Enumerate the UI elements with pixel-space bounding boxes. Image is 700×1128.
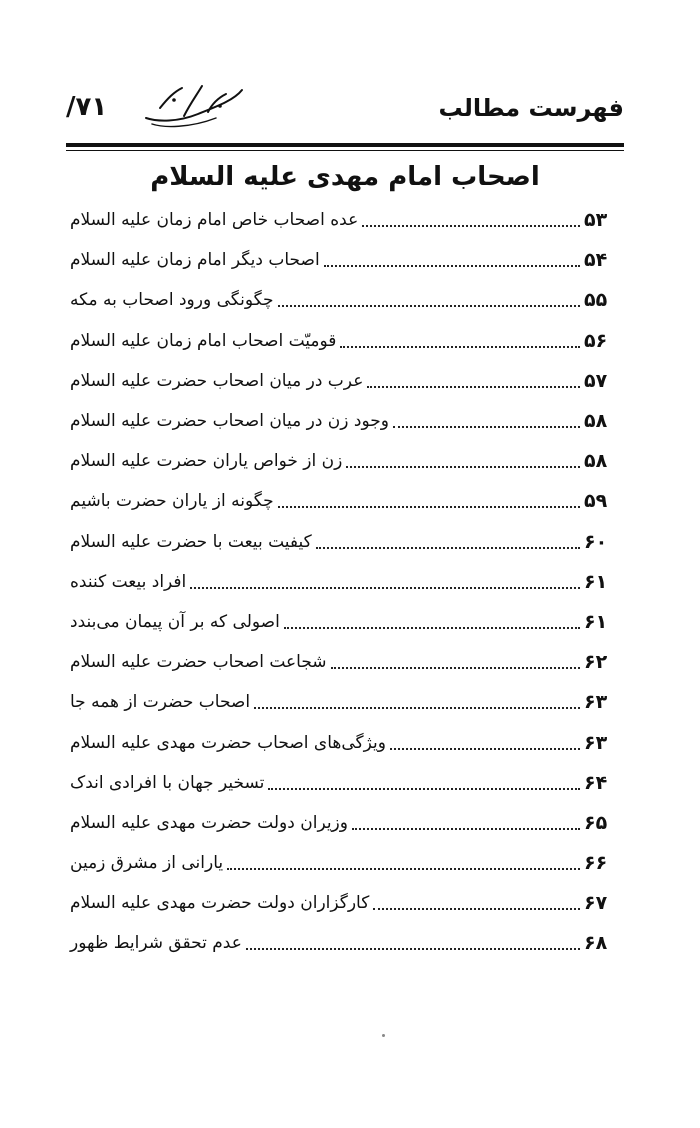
toc-entry [66,280,618,320]
toc-entry-title: شجاعت اصحاب حضرت عليه السلام [70,652,327,673]
toc-entry-title: اصحاب دیگر امام زمان عليه السلام [70,250,320,271]
toc-entry-page: ۶۰ [584,530,608,553]
toc-entry [66,240,618,280]
toc-entry-title: وزیران دولت حضرت مهدی عليه السلام [70,812,348,833]
toc-entry-page: ۵۹ [584,490,608,513]
toc-entry [66,763,618,803]
toc-entry-title: کارگزاران دولت حضرت مهدی عليه السلام [70,893,370,914]
toc-entry-page: ۶۱ [584,610,608,633]
dot-leader [227,868,580,870]
dot-leader [331,667,580,669]
toc-entry [66,803,618,843]
toc-entry [66,883,618,923]
toc-entry-page: ۵۶ [584,329,608,352]
dot-leader [324,265,580,267]
toc-entry-title: یارانی از مشرق زمین [70,853,224,874]
header-title: فهرست مطالب [438,94,624,122]
toc-entry-title: قومیّت اصحاب امام زمان عليه السلام [70,330,337,351]
toc-entry-page: ۵۵ [584,289,608,312]
dot-leader [352,828,580,830]
toc-entry-page: ۵۴ [584,249,608,272]
toc-entry-title: عدم تحقق شرایط ظهور [70,933,242,954]
dot-leader [340,346,580,348]
header-rule-thick [66,143,624,147]
dot-leader [373,908,580,910]
toc-entry-page: ۶۱ [584,570,608,593]
page-header [66,92,624,132]
toc-entry [66,682,618,722]
dot-leader [362,225,580,227]
dot-leader [278,305,580,307]
toc-entry-page: ۶۲ [584,651,608,674]
toc-entry-page: ۶۳ [584,691,608,714]
toc-entry-page: ۶۶ [584,852,608,875]
dot-leader [390,748,580,750]
toc-entry-title: چگونه از یاران حضرت باشیم [70,491,274,512]
toc-entry-page: ۵۷ [584,369,608,392]
dot-leader [190,587,580,589]
dot-leader [316,547,580,549]
toc-entry [66,602,618,642]
toc-entry-page: ۶۵ [584,811,608,834]
toc-entry-page: ۶۸ [584,932,608,955]
toc-entry-page: ۶۴ [584,771,608,794]
dot-leader [284,627,580,629]
dot-leader [278,506,580,508]
toc-entry-page: ۶۷ [584,892,608,915]
dot-leader [346,466,580,468]
calligraphy-logo-icon [138,78,248,134]
toc-entry [66,441,618,481]
toc-entry [66,843,618,883]
toc-entry [66,321,618,361]
header-page-number: /۷۱ [66,92,108,122]
toc-entry-title: افراد بیعت کننده [70,571,187,592]
toc-entry-title: عرب در میان اصحاب حضرت عليه السلام [70,370,364,391]
toc-entry-title: کیفیت بیعت با حضرت عليه السلام [70,531,312,552]
dot-leader [367,386,580,388]
page-speck [382,1034,385,1037]
toc-entry [66,923,618,963]
dot-leader [254,707,580,709]
toc-entry [66,562,618,602]
toc-entry-title: اصحاب حضرت از همه جا [70,692,251,713]
toc-entry-title: چگونگی ورود اصحاب به مکه [70,290,274,311]
toc-entry-title: ویژگی‌های اصحاب حضرت مهدی عليه السلام [70,732,386,753]
toc-entry [66,481,618,521]
toc-entry-page: ۵۸ [584,450,608,473]
section-title: اصحاب امام مهدی عليه السلام [150,162,540,192]
toc-entry-title: تسخیر جهان با افرادی اندک [70,772,265,793]
toc-entry-title: اصولی که بر آن پیمان می‌بندد [70,611,280,632]
toc-entry [66,522,618,562]
toc-entry-page: ۵۸ [584,410,608,433]
toc-entry [66,642,618,682]
toc-entry [66,361,618,401]
toc-entry [66,200,618,240]
header-rule-thin [66,150,624,151]
dot-leader [268,788,580,790]
dot-leader [393,426,580,428]
toc-entry-title: زن از خواص یاران حضرت عليه السلام [70,451,343,472]
toc-entry-page: ۵۳ [584,209,608,232]
table-of-contents [66,200,618,964]
toc-entry-page: ۶۳ [584,731,608,754]
dot-leader [246,948,580,950]
toc-entry-title: وجود زن در میان اصحاب حضرت عليه السلام [70,411,389,432]
toc-entry-title: عده اصحاب خاص امام زمان عليه السلام [70,210,359,231]
toc-entry [66,401,618,441]
toc-entry [66,722,618,762]
